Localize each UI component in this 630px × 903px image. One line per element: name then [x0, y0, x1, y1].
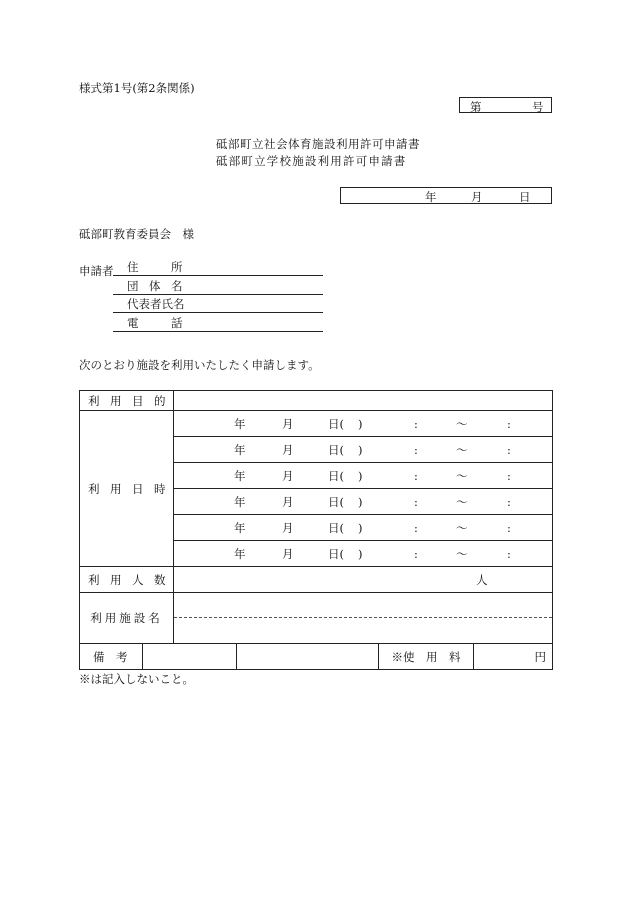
- form-number: 様式第1号(第2条関係): [79, 81, 195, 95]
- document-number-box[interactable]: [459, 97, 552, 113]
- applicant-group-field[interactable]: [113, 278, 323, 295]
- remarks-label: 備 考: [80, 644, 143, 669]
- phone-label-1: 電: [127, 316, 139, 330]
- fee-unit: 円: [534, 649, 546, 664]
- facility-name-label: 利用施設名: [80, 593, 174, 644]
- date-year-label: 年: [425, 190, 437, 204]
- people-unit: 人: [476, 572, 488, 587]
- phone-label-2: 話: [171, 316, 183, 330]
- applicant-phone-field[interactable]: [113, 315, 323, 332]
- applicant-representative-field[interactable]: [113, 296, 323, 313]
- datetime-row-3[interactable]: 年 月 日( ) : 〜 :: [174, 463, 553, 489]
- title-social-sports: 砥部町立社会体育施設利用許可申請書: [216, 137, 420, 151]
- applicant-label: 申請者: [79, 264, 114, 278]
- people-count-field[interactable]: [174, 567, 553, 593]
- purpose-field[interactable]: [174, 391, 553, 411]
- group-label-3: 名: [171, 279, 183, 293]
- number-dai-label: 第: [470, 100, 482, 114]
- facility-name-line-2[interactable]: [174, 618, 552, 643]
- people-count-label: 利 用 人 数: [80, 567, 174, 593]
- remarks-field-start[interactable]: [143, 644, 236, 669]
- facility-name-line-1[interactable]: [174, 593, 552, 618]
- datetime-row-2[interactable]: 年 月 日( ) : 〜 :: [174, 437, 553, 463]
- datetime-row-4[interactable]: 年 月 日( ) : 〜 :: [174, 489, 553, 515]
- addressee: 砥部町教育委員会 様: [79, 227, 194, 241]
- application-date-box[interactable]: [340, 187, 552, 204]
- fee-field[interactable]: [474, 644, 553, 670]
- date-day-label: 日: [519, 190, 531, 204]
- group-label-2: 体: [149, 279, 161, 293]
- datetime-row-1[interactable]: 年 月 日( ) : 〜 :: [174, 411, 553, 437]
- address-label-2: 所: [171, 260, 183, 274]
- group-label-1: 団: [127, 279, 139, 293]
- application-table: [79, 390, 553, 670]
- datetime-row-5[interactable]: 年 月 日( ) : 〜 :: [174, 515, 553, 541]
- fee-label: ※使 用 料: [379, 644, 474, 670]
- applicant-address-field[interactable]: [113, 259, 323, 276]
- remarks-field[interactable]: [237, 644, 379, 670]
- title-school-facility: 砥部町立学校施設利用許可申請書: [216, 154, 407, 168]
- purpose-label: 利 用 目 的: [80, 391, 174, 411]
- datetime-label: 利 用 日 時: [80, 411, 174, 567]
- number-go-label: 号: [532, 100, 544, 114]
- intro-text: 次のとおり施設を利用いたしたく申請します。: [79, 358, 320, 372]
- datetime-row-6[interactable]: 年 月 日( ) : 〜 :: [174, 541, 553, 567]
- remarks-row: [80, 644, 237, 670]
- date-month-label: 月: [471, 190, 483, 204]
- address-label-1: 住: [127, 260, 139, 274]
- footnote: ※は記入しないこと。: [79, 672, 194, 686]
- representative-label: 代表者氏名: [127, 297, 185, 311]
- facility-name-field[interactable]: [174, 593, 553, 644]
